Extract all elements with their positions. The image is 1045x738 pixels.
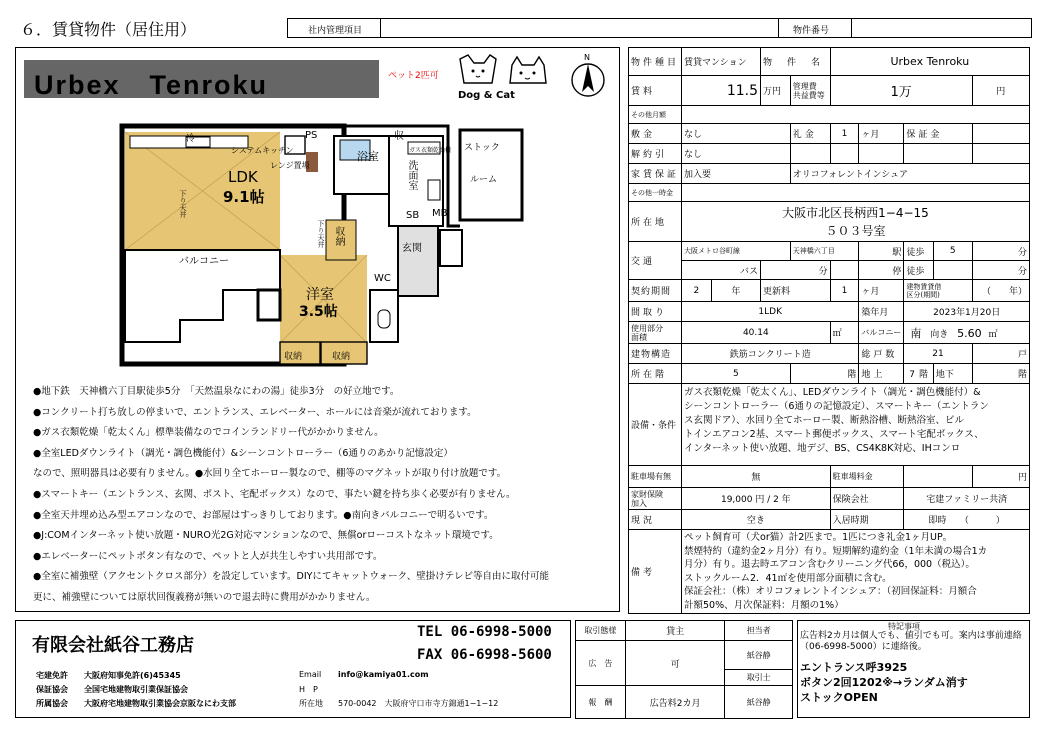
closet-label-2: 収納 <box>284 352 303 362</box>
layout-value: 1LDK <box>682 302 859 322</box>
units-suffix: 戸 <box>972 344 1029 364</box>
amort-value: なし <box>682 144 791 164</box>
bath-label: 浴室 <box>357 150 379 163</box>
transport-label: 交通 <box>629 242 682 280</box>
washer-label: ガス衣類乾燥機 <box>409 147 452 154</box>
area-value: 40.14 <box>682 322 831 344</box>
remarks-value: ペット飼育可（犬or猫）計2匹まで。1匹につき礼金1ヶ月UP。 禁煙特約（違約金2ヶ月分）有り。短期解約違約金（1年未満の場合1カ 月分）有り。退去時エアコン含むクリーニング代66，000（税込）。 ストックルーム2．41㎡を使用部分面積に含む。 保証会社：（株）オリコフォレントインシュア：（初回保証料：月額合 計額50%、月次保証料：月額の1%） <box>682 530 1030 614</box>
desc-line: ●コンクリート打ち放しの停まいで、エントランス、エレベーター、ホールには音楽が流れております。 <box>33 406 477 418</box>
key-money-unit: ヶ月 <box>859 124 904 144</box>
type-label: 物件種目 <box>629 48 682 76</box>
stop-unit: 分 <box>972 261 1029 280</box>
wash-label: 洗面室 <box>406 160 417 190</box>
left-panel <box>15 47 620 612</box>
balcony-label: バルコニー <box>859 322 904 344</box>
mb-label: MB <box>432 208 448 219</box>
desc-line: なので、照明器具は必要有りません。●水回り全てホーロー製なので、棚等のマグネットが取り付け放題です。 <box>33 468 507 480</box>
desc-line: 更に、補強壁については原状回復義務が無いので退去時に費用がかかりません。 <box>33 591 376 603</box>
person-value: 紙谷静 <box>725 641 793 670</box>
trade-label: 取引態様 <box>576 621 626 641</box>
company-name: 有限会社紙谷工務店 <box>32 635 194 656</box>
mgmt-label: 社内管理項目 <box>308 26 363 36</box>
status-value: 空き <box>682 510 831 530</box>
area-label: 使用部分 面積 <box>629 322 682 344</box>
floor-suffix: 階 <box>790 364 859 384</box>
header-mgmt-box <box>287 18 1032 38</box>
hp-label: H P <box>299 685 318 694</box>
deposit-value: なし <box>682 124 791 144</box>
assoc2-value: 大阪府宅地建物取引業協会京阪なにわ支部 <box>84 699 236 708</box>
amort-label: 解約引 <box>629 144 682 164</box>
floor-value: 5 <box>682 364 791 384</box>
desc-line: ●全室天井埋め込み型エアコンなので、お部屋はすっきりしております。●南向きバルコニーで明るいです。 <box>33 509 494 521</box>
fridge-label: 冷 <box>186 134 196 144</box>
fixed-year: （ 年） <box>972 280 1029 302</box>
insurer-value: 宅建ファミリー共済 <box>904 488 1030 510</box>
rent-label: 賃料 <box>629 76 682 106</box>
ground-label: 地上 <box>859 364 904 384</box>
special-label: 特記事項 <box>888 622 920 631</box>
basement-label: 地下 <box>933 364 972 384</box>
desc-line: ●スマートキー（エントランス、玄関、ポスト、宅配ボックス）なので、事たい鍵を持ち歩く必要が有りません。 <box>33 488 516 500</box>
desc-line: ●全室LEDダウンライト（調光・調色機能付）&シーンコントローラー（6通りのあかり記憶設定） <box>33 447 453 459</box>
walk-unit: 分 <box>972 242 1029 261</box>
name-label: 物 件 名 <box>761 48 831 76</box>
fax: FAX 06-6998-5600 <box>417 647 552 663</box>
stop-label: 停 <box>859 261 904 280</box>
address-label: 所在地 <box>629 202 682 242</box>
email-value: info@kamiya01.com <box>338 670 429 679</box>
footer-trade-table <box>575 620 793 719</box>
area-unit: ㎡ <box>830 322 859 344</box>
layout-label: 間取り <box>629 302 682 322</box>
desc-line: ●ガス衣類乾燥「乾太くん」標準装備なのでコインランドリー代がかかりません。 <box>33 427 384 439</box>
footer-special <box>797 620 1030 718</box>
ldk-size: 9.1帖 <box>223 188 265 206</box>
trade-value: 貸主 <box>625 621 725 641</box>
contract-value: 2 <box>682 280 712 302</box>
storage-small: 収 <box>394 131 404 142</box>
insurance-label: 家財保険 加入 <box>629 488 682 510</box>
license-value: 大阪府知事免許(6)45345 <box>84 671 181 680</box>
renew-value: 1 <box>830 280 859 302</box>
assoc1-value: 全国宅地建物取引業保証協会 <box>84 685 188 694</box>
type-value: 賃貸マンション <box>682 48 761 76</box>
ceiling-label-1: 下り天井 <box>179 190 187 218</box>
parking-fee-label: 駐車場料金 <box>830 466 904 488</box>
guarantee-label: 保証金 <box>904 124 972 144</box>
compass-icon <box>568 52 608 102</box>
special-bold-2: ボタン2回1202※→ランダム消す <box>800 676 968 689</box>
person-label: 担当者 <box>725 621 793 641</box>
rent-guarantee-company: オリコフォレントインシュア <box>790 164 1029 184</box>
property-name: Urbex Tenroku <box>830 48 1029 76</box>
renew-unit: ヶ月 <box>859 280 904 302</box>
ldk-label: LDK <box>228 168 258 186</box>
insurance-value: 19,000 円 / 2 年 <box>682 488 831 510</box>
entrance-label: 玄関 <box>402 243 422 254</box>
parking-label: 駐車場有無 <box>629 466 682 488</box>
desc-line: ●全室に補強壁（アクセントクロス部分）を設定しています。DIYにてキャットウォーク、壁掛けテレビ等自由に取付可能 <box>33 571 550 583</box>
fee-label: 報 酬 <box>576 686 626 719</box>
desc-line: ●地下鉄 天神橋六丁目駅徒歩5分 「天然温泉なにわの湯」徒歩3分 の好立地です。 <box>33 386 400 397</box>
description <box>33 382 549 609</box>
insurer-label: 保険会社 <box>830 488 904 510</box>
line-value: 大阪メトロ谷町線 <box>682 242 791 261</box>
addr-value: 570-0042 大阪府守口市寺方錦通1−1−12 <box>338 699 499 708</box>
stock-label-2: ルーム <box>470 175 498 185</box>
walk-value: 5 <box>933 242 972 261</box>
station-suffix: 駅 <box>859 242 904 261</box>
clerk-label: 取引士 <box>725 670 793 686</box>
section-title: ６．賃貸物件（居住用） <box>20 20 197 39</box>
floor-label: 所在階 <box>629 364 682 384</box>
special-note: 広告料2カ月は個人でも、値引でも可。案内は事前連絡（06-6998-5000）に連絡後。 <box>800 631 1022 652</box>
special-bold-3: ストックOPEN <box>800 691 878 704</box>
renew-label: 更新料 <box>761 280 831 302</box>
desc-line: ●J:COMインターネット使い放題・NURO光2G対応マンションなので、無償orローコストなネット環境です。 <box>33 530 499 542</box>
assoc2-label: 所属協会 <box>36 699 68 708</box>
ceiling-label-2: 下り天井 <box>317 220 325 248</box>
parking-value: 無 <box>682 466 831 488</box>
facilities-value: ガス衣類乾燥「乾太くん」、LEDダウンライト（調光・調色機能付）& シーンコントローラー（6通りの記憶設定）、スマートキー（エントラン ス玄関ドア）、水回り全てホーロー製、断熱浴槽、断熱浴室、ビル トインエアコン2基、スマート郵便ボックス、スマート宅配ボックス、 インターネット使い放題、地デジ、BS、CS4K8K対応、IHコンロ <box>682 384 1030 466</box>
other-onetime-label: その他一時金 <box>629 184 682 202</box>
status-label: 現況 <box>629 510 682 530</box>
bus-unit: 分 <box>761 261 831 280</box>
closet-label: 収納 <box>333 226 344 246</box>
key-money-label: 礼金 <box>790 124 830 144</box>
mgmt-fee-value: 1万 <box>830 76 972 106</box>
units-value: 21 <box>904 344 972 364</box>
balcony-value: 南 向き 5.60 ㎡ <box>904 322 1030 344</box>
mgmt-fee-label: 管理費 共益費等 <box>790 76 830 106</box>
tel: TEL 06-6998-5000 <box>417 624 552 640</box>
station-value: 天神橋六丁目 <box>790 242 859 261</box>
fixed-term-label: 建物賃貸借 区分(期間) <box>904 280 972 302</box>
footer-company <box>15 620 571 718</box>
balcony-label: バルコニー <box>179 256 229 267</box>
rent-guarantee-label: 家賃保証 <box>629 164 682 184</box>
built-value: 2023年1月20日 <box>904 302 1030 322</box>
mgmt-fee-unit: 円 <box>972 76 1029 106</box>
wc-label: WC <box>374 273 391 284</box>
rent-guarantee-value: 加入要 <box>682 164 791 184</box>
address-value: 大阪市北区長柄西1−4−15 ５０３号室 <box>682 202 1030 242</box>
other-fee-label: その他月額 <box>629 106 682 124</box>
rent-value: 11.5 <box>682 76 761 106</box>
contract-unit: 年 <box>711 280 760 302</box>
units-label: 総戸数 <box>859 344 904 364</box>
facilities-label: 設備・条件 <box>629 384 682 466</box>
contract-label: 契約期間 <box>629 280 682 302</box>
stock-label-1: ストック <box>464 143 500 153</box>
addr-label: 所在地 <box>299 699 323 708</box>
ad-value: 可 <box>625 641 725 686</box>
walk-label: 徒歩 <box>904 242 934 261</box>
parking-fee-unit: 円 <box>972 466 1029 488</box>
ad-label: 広 告 <box>576 641 626 686</box>
built-label: 築年月 <box>859 302 904 322</box>
rent-unit: 万円 <box>761 76 791 106</box>
western-size: 3.5帖 <box>299 304 338 320</box>
spec-table <box>628 47 1030 614</box>
email-label: Email <box>299 670 322 679</box>
clerk-value: 紙谷静 <box>725 686 793 719</box>
fee-value: 広告料2カ月 <box>625 686 725 719</box>
movein-label: 入居時期 <box>830 510 904 530</box>
ground-value: 7 階 <box>904 364 934 384</box>
western-label: 洋室 <box>306 287 334 303</box>
dogcat-text: Dog & Cat <box>458 90 515 101</box>
assoc1-label: 保証協会 <box>36 685 68 694</box>
bus-label: バス <box>682 261 761 280</box>
brand-banner <box>24 60 379 98</box>
ps-label: PS <box>305 130 318 141</box>
stop-walk-label: 徒歩 <box>904 261 934 280</box>
svg-text:N: N <box>584 53 590 62</box>
remarks-label: 備考 <box>629 530 682 614</box>
brand-title: Urbex Tenroku <box>34 70 269 100</box>
basement-suffix: 階 <box>972 364 1029 384</box>
range-label: レンジ置場 <box>270 161 310 170</box>
closet-label-3: 収納 <box>332 352 351 362</box>
structure-value: 鉄筋コンクリート造 <box>682 344 859 364</box>
sb-label: SB <box>406 210 420 221</box>
key-money-value: 1 <box>830 124 859 144</box>
desc-line: ●エレベーターにペットボタン有なので、ペットと人が共生しやすい共用部です。 <box>33 550 383 562</box>
special-bold-1: エントランス呼3925 <box>800 661 908 674</box>
pet-note: ペット2匹可 <box>388 71 439 81</box>
kitchen-label: システムキッチン <box>231 146 294 155</box>
structure-label: 建物構造 <box>629 344 682 364</box>
movein-value: 即時 （ ） <box>904 510 1030 530</box>
number-label: 物件番号 <box>793 26 830 36</box>
license-label: 宅建免許 <box>36 671 68 680</box>
deposit-label: 敷金 <box>629 124 682 144</box>
